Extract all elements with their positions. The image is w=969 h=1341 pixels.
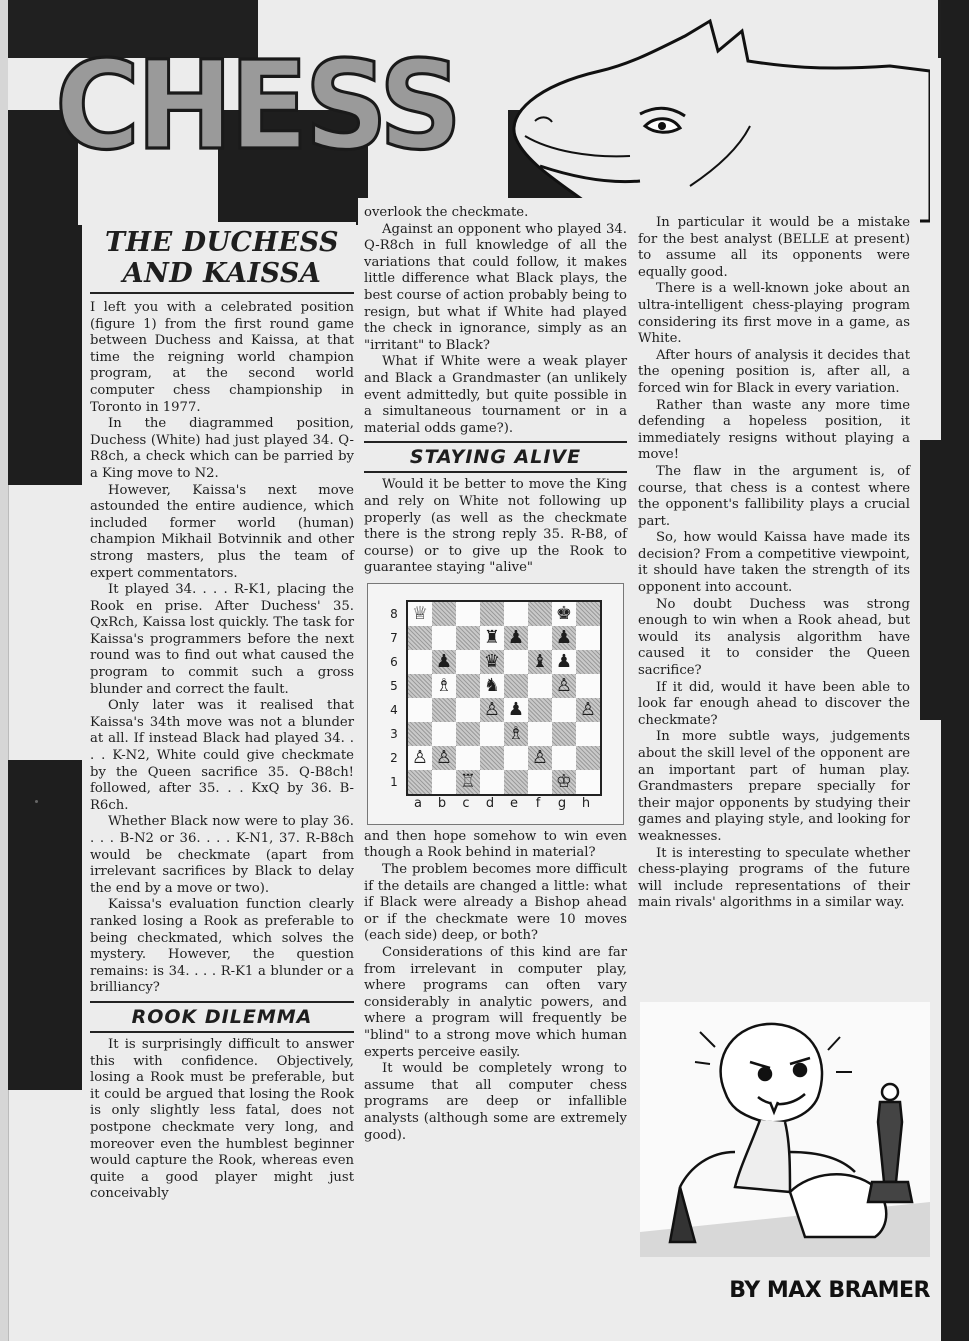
board-square [528,626,552,650]
board-square-piece: ♙ [408,746,432,770]
board-square [456,674,480,698]
board-square-piece: ♙ [432,746,456,770]
board-square [504,770,528,794]
paragraph: In more subtle ways, judgements about the skill level of the opponent are an important part of human play. Grandmasters prepare specially for their major opponents by studying their games and playing style, and looking for weaknesses. [638,729,910,844]
paragraph: The problem becomes more difficult if the details are changed a little: what if Black were already a Bishop ahead or if the checkmate were 10 moves (each side) deep, or both? [364,862,627,944]
column-2 [364,205,627,1144]
board-square [456,722,480,746]
paragraph: What if White were a weak player and Black a Grandmaster (an unlikely event admittedly, but quite possible in a simultaneous tournament or in a material odds game?). [364,354,627,436]
paragraph: In particular it would be a mistake for the best analyst (BELLE at present) to assume all its opponents were equally good. [638,215,910,280]
board-square [456,602,480,626]
board-square [504,674,528,698]
paragraph: I left you with a celebrated position (figure 1) from the first round game between Duchess and Kaissa, at that time the reigning world champion program, at the second world computer chess championship in Toronto in 1977. [90,300,354,415]
rank-label: 2 [390,750,398,765]
board-square-piece: ♗ [432,674,456,698]
paragraph: Whether Black now were to play 36. . . . B-N2 or 36. . . . K-N1, 37. R-B8ch would be checkmate (apart from irrelevant sacrifices by Black to delay the end by a move or two). [90,814,354,896]
chess-diagram [367,583,624,825]
paragraph: It would be completely wrong to assume that all computer chess programs are deep or infallible analysts (although some are extremely good). [364,1061,627,1143]
board-square [432,722,456,746]
board-square-piece: ♖ [456,770,480,794]
knight-head-illustration [480,16,930,226]
rank-label: 6 [390,654,398,669]
board-square-piece: ♝ [528,650,552,674]
file-label: f [535,795,541,811]
board-square-piece: ♙ [480,698,504,722]
board-square [432,770,456,794]
board-square [456,698,480,722]
section-heading-staying-alive: STAYING ALIVE [364,441,627,473]
board-square [504,746,528,770]
page-edge [941,0,969,1341]
board-square [576,602,600,626]
board-square-piece: ♛ [480,650,504,674]
board-square [480,746,504,770]
file-label: b [437,795,447,811]
author-byline: BY MAX BRAMER [729,1278,930,1303]
board-square-piece: ♗ [504,722,528,746]
side-checker-dark [8,225,82,485]
board-square [408,722,432,746]
paragraph: and then hope somehow to win even though a Rook behind in material? [364,828,627,861]
paragraph: It is surprisingly difficult to answer this with confidence. Objectively, losing a Rook must be preferable, but it could be argued that losing the Rook is only slightly less fatal, does not postpone checkmate very long, and moreover even the humblest beginner would capture the Rook, whereas even quite a good player might just conceivably [90,1036,354,1202]
board-square [480,722,504,746]
board-square [552,722,576,746]
paragraph: Only later was it realised that Kaissa's 34th move was not a blunder at all. If instead Black had played 34. . . . K-N2, White could give checkmate by the Queen sacrifice 35. Q-B8ch! followed, after 35. . . KxQ by 36. B-R6ch. [90,698,354,813]
board-square-piece: ♙ [528,746,552,770]
board-square [456,746,480,770]
rank-label: 1 [390,774,398,789]
paragraph: After hours of analysis it decides that the opening position is, after all, a forced win for Black in every variation. [638,347,910,396]
board-square-piece: ♕ [408,602,432,626]
board-square [528,698,552,722]
file-label: c [462,795,470,811]
rank-label: 5 [390,678,398,693]
file-label: a [414,795,422,811]
board-square [528,602,552,626]
board-square [528,722,552,746]
board-square-piece: ♟ [504,626,528,650]
paragraph: There is a well-known joke about an ultra-intelligent chess-playing program considering its first move in a game, as White. [638,281,910,347]
paragraph: However, Kaissa's next move astounded the entire audience, which included former world (human) champion Mikhail Botvinnik and other strong masters, plus the team of expert commentators. [90,482,354,581]
board-square-piece: ♔ [552,770,576,794]
page-mark [35,800,38,803]
file-label: g [557,795,567,811]
paragraph: In the diagrammed position, Duchess (White) had just played 34. Q-R8ch, a check which can be parried by a King move to N2. [90,416,354,481]
rank-label: 4 [390,702,398,717]
board-square [408,626,432,650]
board-square [576,770,600,794]
board-square [408,650,432,674]
board-square [576,626,600,650]
paragraph: Rather than waste any more time defending a hopeless position, it immediately resigns without playing a move! [638,397,910,463]
paragraph: If it did, would it have been able to look far enough ahead to discover the checkmate? [638,679,910,728]
section-heading-rook-dilemma: ROOK DILEMMA [90,1001,354,1033]
paragraph: Kaissa's evaluation function clearly ranked losing a Rook as preferable to being checkmated, which solves the mystery. However, the question remains: is 34. . . . R-K1 a blunder or a brilliancy? [90,897,354,996]
board-square-piece: ♟ [552,626,576,650]
paragraph: It is interesting to speculate whether chess-playing programs of the future will include representations of their main rivals' algorithms in a similar way. [638,845,910,911]
board-square-piece: ♟ [552,650,576,674]
paragraph: Considerations of this kind are far from irrelevant in computer play, where programs can often vary considerably in analytic powers, and where a program will frequently be "blind" to a strong move which human experts perceive easily. [364,945,627,1060]
board-square [552,698,576,722]
page-title: CHESS [55,35,459,178]
rank-label: 7 [390,630,398,645]
paragraph: So, how would Kaissa have made its decision? From a competitive viewpoint, it should have taken the strength of its opponent into account. [638,530,910,596]
board-square [408,770,432,794]
board-square [432,626,456,650]
file-label: e [510,795,518,811]
article-title: THE DUCHESS AND KAISSA [90,227,354,294]
board-square [504,602,528,626]
paragraph: Against an opponent who played 34. Q-R8ch in full knowledge of all the variations that could follow, it makes little difference what Black plays, the best course of action probably being to resign, but what if White had played the check in ignorance, simply as an "irritant" to Black? [364,221,627,353]
board-square [576,674,600,698]
board-square [552,746,576,770]
paragraph: No doubt Duchess was strong enough to win when a Rook ahead, but would its analysis algorithm have caused it to consider the Queen sacrifice? [638,596,910,679]
board-square [408,674,432,698]
board-square-piece: ♟ [504,698,528,722]
board-square-piece: ♜ [480,626,504,650]
board-square [432,698,456,722]
file-label: h [581,795,591,811]
board-square-piece: ♙ [552,674,576,698]
cartoon-illustration [640,1002,930,1257]
chess-board [406,600,602,796]
board-square [576,722,600,746]
paragraph: The flaw in the argument is, of course, that chess is a contest where the opponent's fallibility plays a crucial part. [638,463,910,529]
paragraph: Would it be better to move the King and rely on White not following up properly (as well as the checkmate there is the strong reply 35. R-B8, of course) or to give up the Rook to guarantee staying "alive" [364,477,627,576]
board-square [408,698,432,722]
board-square [576,650,600,674]
column-3 [638,215,910,912]
paragraph: It played 34. . . . R-K1, placing the Rook en prise. After Duchess' 35. QxRch, Kaissa lost quickly. The task for Kaissa's programmers before the next round was to find out what caused the program to commit such a gross blunder and correct the fault. [90,582,354,697]
board-square [432,602,456,626]
board-square [456,650,480,674]
board-square [576,746,600,770]
rank-label: 8 [390,606,398,621]
board-square [528,674,552,698]
board-square-piece: ♚ [552,602,576,626]
file-labels [406,796,602,813]
side-checker-dark [8,760,82,1090]
column-1 [88,225,356,1298]
board-square-piece: ♙ [576,698,600,722]
board-square [504,650,528,674]
board-square [456,626,480,650]
board-square [480,602,504,626]
rank-label: 3 [390,726,398,741]
board-square-piece: ♞ [480,674,504,698]
file-label: d [485,795,495,811]
board-square-piece: ♟ [432,650,456,674]
board-square [528,770,552,794]
side-checker-dark [918,440,941,720]
board-square [480,770,504,794]
paragraph: overlook the checkmate. [364,205,529,220]
